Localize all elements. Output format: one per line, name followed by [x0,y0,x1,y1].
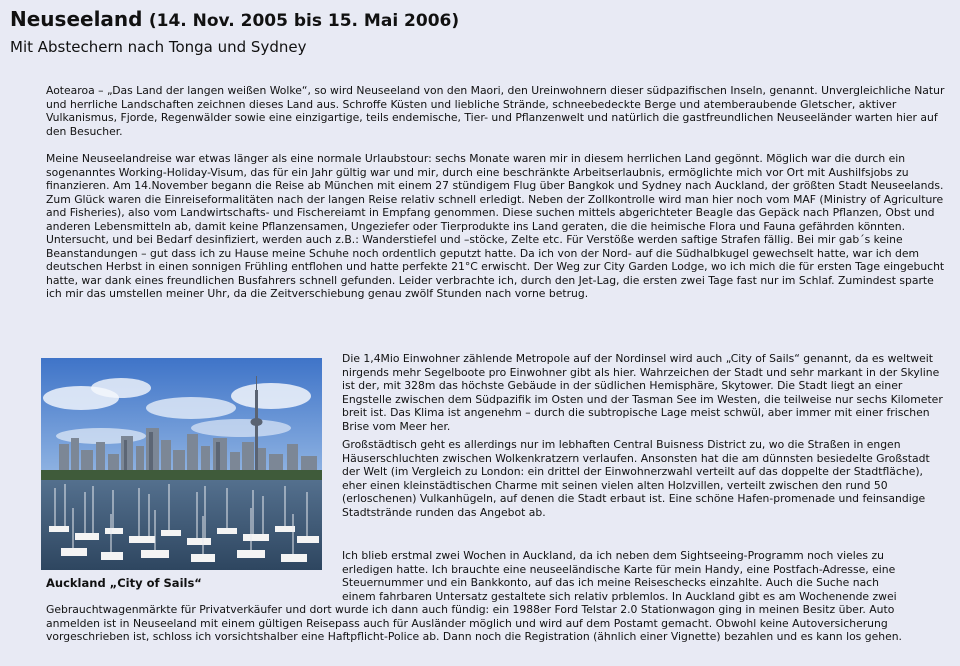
title-line [10,6,950,34]
metropole-paragraph: Die 1,4Mio Einwohner zählende Metropole auf der Nordinsel wird auch „City of Sails“ genannt, da es weltweit nirgends mehr Segelboote pro Einwohner gibt als hier. Wahrzeichen der Stadt und sehr markant in der Skyline ist der, mit 328m das höchste Gebäude in der südlichen Hemisphäre, Skytower. Die Stadt liegt an einer Engstelle zwischen dem Südpazifik im Osten und der Tasman See im Westen, die teilweise nur sechs Kilometer breit ist. Das Klima ist angenehm – durch die subtropische Lage meist schwül, aber immer mit einer frischen Brise vom Meer her. [342,352,943,433]
page-title: Neuseeland [10,7,143,31]
auckland-paragraph [46,549,950,644]
grossstadt-paragraph: Großstädtisch geht es allerdings nur im lebhaften Central Buisness District zu, wo die Straßen in engen Häuserschluchten zwischen Wolkenkratzern verlaufen. Ansonsten hat die am dünnsten besiedelte Großstadt der Welt (im Vergleich zu London: ein drittel der Einwohnerzwahl verteilt auf das doppelte der Stadtfläche), eher einen kleinstädtischen Charme mit seinen vielen alten Holzvillen, verteilt zwischen den rund 50 (erloschenen) Vulkanhügeln, auf denen die Stadt erbaut ist. Eine schöne Hafen-promenade und feinsandige Stadtstrände runden das Angebot ab. [342,438,930,519]
auckland-skyline-photo [41,358,322,570]
page-subtitle: Mit Abstechern nach Tonga und Sydney [10,38,307,56]
article-body [46,84,946,315]
auckland-column [342,352,948,524]
auckland-line: einem fahrbaren Untersatz gestaltete sich relativ prblemlos. In Auckland gibt es am Wochenende zwei [342,589,897,603]
auckland-rest: Gebrauchtwagenmärkte für Privatverkäufer und dort wurde ich dann auch fündig: ein 1988er Ford Telstar 2.0 Stationwagon ging in meinen Besitz über. Auto anmelden ist in Neuseeland mit einem gültigen Reisepass auch für Ausländer möglich und wird auf dem Postamt gemacht. Obwohl keine Autoversicherung vorgeschrieben ist, schloss ich vorsichtshalber eine Haftpflicht-Police ab. Dann noch die Registration (ähnlich einer Vignette) bezahlen und es kann los gehen. [46,603,902,643]
page-header [10,6,950,57]
auckland-line: Steuernummer und ein Bankkonto, auf das ich meine Reiseschecks einzahlte. Auch die Suche nach [342,576,879,589]
intro-paragraph: Aotearoa – „Das Land der langen weißen Wolke“, so wird Neuseeland von den Maori, den Ureinwohnern dieser südpazifischen Inseln, genannt. Unvergleichliche Natur und herrliche Landschaften zeichnen dieses Land aus. Schroffe Küsten und liebliche Strände, schneebedeckte Berge und atemberaubende Gletscher, aktiver Vulkanismus, Fjorde, Regenwälder sowie eine einzigartige, teils endemische, Tier- und Pflanzenwelt und natürlich die gastfreundlichen Neuseeländer warten hier auf den Besucher. [46,84,945,138]
journey-paragraph: Meine Neuseelandreise war etwas länger als eine normale Urlaubstour: sechs Monate waren mir in diesem herrlichen Land gegönnt. Möglich war die durch ein sogenanntes Working-Holiday-Visum, das für ein Jahr gültig war und mir, durch eine beschränkte Arbeitserlaubnis, ermöglichte mich vor Ort mit Aushilfsjobs zu finanzieren. Am 14.November begann die Reise ab München mit einem 27 stündigem Flug über Bangkok und Sydney nach Auckland, der größten Stadt Neuseelands. Zum Glück waren die Einreiseformalitäten nach der langen Reise relativ schnell erledigt. Neben der Zollkontrolle wird man hier noch vom MAF (Ministry of Agriculture and Fisheries), also vom Landwirtschafts- und Fischereiamt in Empfang genommen. Diese suchen mittels abgerichteter Beagle das Gepäck nach Pflanzen, Obst und anderen Lebensmitteln ab, damit keine Pflanzensamen, Ungeziefer oder Tierprodukte ins Land geraten, die die heimische Flora und Fauna gefährden könnten. Untersucht, und bei Bedarf desinfiziert, werden auch z.B.: Wanderstiefel und –stöcke, Zelte etc. Für Verstöße werden saftige Strafen fällig. Bei mir gab´s keine Beanstandungen – gut dass ich zu Hause meine Schuhe noch ordentlich geputzt hatte. Da ich von der Nord- auf die Südhalbkugel gewechselt hatte, war ich dem deutschen Herbst in einen sonnigen Frühling entflohen und hatte perfekte 21°C erwischt. Der Weg zur City Garden Lodge, wo ich mich die für ersten Tage eingebucht hatte, war dank eines freundlichen Busfahrers schnell gefunden. Leider verbrachte ich, durch den Jet-Lag, die ersten zwei Tage fast nur im Schlaf. Zumindest sparte ich mir das umstellen meiner Uhr, da die Zeitverschiebung genau zwölf Stunden nach vorne betrug. [46,152,945,300]
auckland-line: Ich blieb erstmal zwei Wochen in Auckland, da ich neben dem Sightseeing-Programm noch vieles zu [342,549,884,562]
auckland-line: erledigen hatte. Ich brauchte eine neuseeländische Karte für mein Handy, eine Postfach-Adresse, eine [342,562,896,576]
travel-dates: (14. Nov. 2005 bis 15. Mai 2006) [148,11,460,31]
figure-caption: Auckland „City of Sails“ [46,576,202,590]
